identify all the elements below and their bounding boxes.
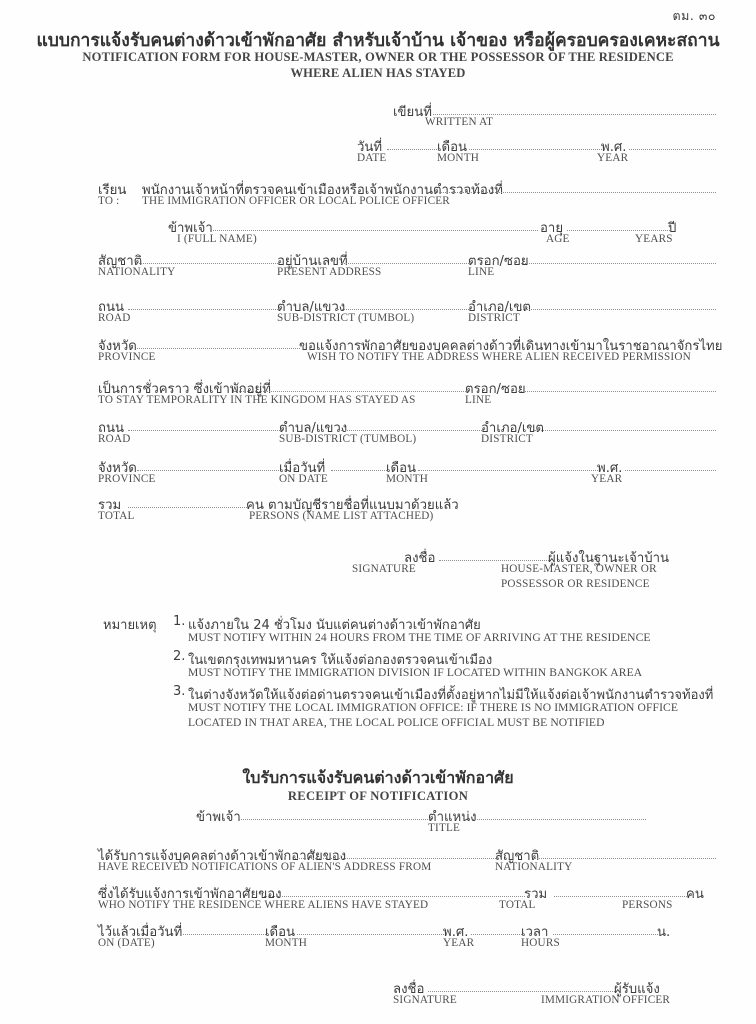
- signature-role-english-line2: POSSESSOR OR RESIDENCE: [501, 578, 650, 590]
- form-title-english-line1: NOTIFICATION FORM FOR HOUSE-MASTER, OWNER OR THE POSSESSOR OF THE RESIDENCE: [82, 50, 674, 64]
- receipt-year-label-english: YEAR: [443, 937, 475, 949]
- form-number: ตม. ๓๐: [672, 8, 716, 23]
- receipt-persons-label-english: PERSONS: [622, 899, 673, 911]
- receipt-received-thai: ได้รับการแจ้งบุคคลต่างด้าวเข้าพักอาศัยของ: [98, 849, 347, 864]
- present-address-label-thai: อยู่บ้านเลขที่: [277, 254, 348, 269]
- receipt-title-field[interactable]: [473, 819, 646, 820]
- to-officer-thai: พนักงานเจ้าหน้าที่ตรวจคนเข้าเมืองหรือเจ้าพนักงานตำรวจท้องที่: [142, 183, 503, 198]
- stay-line-field[interactable]: [518, 391, 716, 392]
- receipt-year-field[interactable]: [471, 934, 522, 935]
- receipt-total-field[interactable]: [554, 896, 687, 897]
- receipt-year-label-thai: พ.ศ.: [443, 925, 469, 940]
- year-label-thai: พ.ศ.: [601, 140, 627, 155]
- receipt-month-field[interactable]: [297, 934, 444, 935]
- stay-road-field[interactable]: [128, 430, 280, 431]
- remark-text-thai-1: แจ้งภายใน 24 ชั่วโมง นับแต่คนต่างด้าวเข้าพักอาศัย: [188, 618, 481, 633]
- form-title-thai: แบบการแจ้งรับคนต่างด้าวเข้าพักอาศัย สำหรับเจ้าบ้าน เจ้าของ หรือผู้ครอบครองเคหะสถาน: [36, 31, 720, 51]
- to-officer-english: THE IMMIGRATION OFFICER OR LOCAL POLICE OFFICER: [142, 195, 450, 207]
- receipt-received-field[interactable]: [295, 858, 496, 859]
- nationality-field[interactable]: [137, 263, 278, 264]
- written-at-field[interactable]: [433, 114, 716, 115]
- stay-line-label-thai: ตรอก/ซอย: [465, 382, 526, 397]
- receipt-officer-label-thai: ผู้รับแจ้ง: [614, 982, 660, 997]
- years-label-thai: ปี: [668, 221, 677, 236]
- receipt-hours-field[interactable]: [553, 934, 658, 935]
- month-field[interactable]: [469, 149, 602, 150]
- receipt-whonotify-field[interactable]: [262, 896, 525, 897]
- subdistrict-label-thai: ตำบล/แขวง: [277, 300, 346, 315]
- remark-text-english-1: MUST NOTIFY WITHIN 24 HOURS FROM THE TIME OF ARRIVING AT THE RESIDENCE: [188, 631, 651, 644]
- line-field[interactable]: [521, 263, 716, 264]
- district-label-english: DISTRICT: [468, 312, 520, 324]
- date-field[interactable]: [387, 149, 437, 150]
- remark-text-thai-3: ในต่างจังหวัดให้แจ้งต่อด่านตรวจคนเข้าเมืองที่ตั้งอยู่หากไม่มีให้แจ้งต่อเจ้าพนักงานตำรวจท้องที่: [188, 688, 714, 703]
- district-field[interactable]: [521, 309, 716, 310]
- stay-district-label-thai: อำเภอ/เขต: [481, 421, 544, 436]
- receipt-ondate-label-english: ON (DATE): [98, 937, 155, 949]
- receipt-title-field-thai: ตำแหน่ง: [428, 810, 477, 825]
- receipt-title-thai: ใบรับการแจ้งรับคนต่างด้าวเข้าพักอาศัย: [242, 768, 514, 787]
- signature-label-english: SIGNATURE: [352, 563, 416, 575]
- receipt-whonotify-english: WHO NOTIFY THE RESIDENCE WHERE ALIENS HAVE STAYED: [98, 899, 429, 911]
- years-label-english: YEARS: [635, 233, 673, 245]
- age-field[interactable]: [567, 230, 670, 231]
- ondate-label-english: ON DATE: [279, 473, 328, 485]
- stay-province-field[interactable]: [137, 470, 279, 471]
- date-label-english: DATE: [357, 152, 387, 164]
- stay-month-label-thai: เดือน: [386, 461, 417, 476]
- receipt-i-label-thai: ข้าพเจ้า: [196, 810, 241, 825]
- subdistrict-field[interactable]: [337, 309, 469, 310]
- province-label-english: PROVINCE: [98, 351, 156, 363]
- stay-district-label-english: DISTRICT: [481, 433, 533, 445]
- wish-notify-thai: ขอแจ้งการพักอาศัยของบุคคลต่างด้าวที่เดินทางเข้ามาในราชอาณาจักรไทย: [299, 339, 723, 354]
- stay-year-label-english: YEAR: [591, 473, 623, 485]
- to-officer-field[interactable]: [437, 192, 716, 193]
- remark-text-english-3a: MUST NOTIFY THE LOCAL IMMIGRATION OFFICE: IF THERE IS NO IMMIGRATION OFFICE: [188, 701, 679, 714]
- written-at-label-english: WRITTEN AT: [425, 116, 494, 128]
- signature-role-english-line1: HOUSE-MASTER, OWNER OR: [501, 563, 657, 575]
- nationality-label-english: NATIONALITY: [98, 266, 176, 278]
- receipt-title-english: RECEIPT OF NOTIFICATION: [287, 789, 469, 803]
- stay-month-label-english: MONTH: [386, 473, 429, 485]
- to-label-thai: เรียน: [98, 183, 127, 198]
- stay-year-field[interactable]: [625, 470, 716, 471]
- receipt-nationality-field[interactable]: [534, 858, 716, 859]
- year-field[interactable]: [629, 149, 716, 150]
- signature-role-thai: ผู้แจ้งในฐานะเจ้าบ้าน: [548, 551, 670, 566]
- present-address-field[interactable]: [341, 263, 469, 264]
- stay-district-field[interactable]: [534, 430, 716, 431]
- road-label-english: ROAD: [98, 312, 131, 324]
- receipt-month-label-english: MONTH: [265, 937, 308, 949]
- stay-year-label-thai: พ.ศ.: [597, 461, 623, 476]
- signature-field[interactable]: [439, 560, 549, 561]
- road-field[interactable]: [128, 309, 278, 310]
- subdistrict-label-english: SUB-DISTRICT (TUMBOL): [277, 312, 415, 324]
- receipt-persons-label-thai: คน: [686, 887, 704, 902]
- temporality-label-english: TO STAY TEMPORALITY IN THE KINGDOM HAS STAYED AS: [98, 394, 416, 406]
- remarks-label: หมายเหตุ: [103, 618, 157, 633]
- persons-label-thai: คน ตามบัญชีรายชื่อที่แนบมาด้วยแล้ว: [246, 498, 459, 513]
- month-label-english: MONTH: [437, 152, 480, 164]
- fullname-label-english: I (FULL NAME): [177, 233, 257, 245]
- temporality-label-thai: เป็นการชั่วคราว ซึ่งเข้าพักอยู่ที่: [98, 382, 271, 397]
- fullname-label-thai: ข้าพเจ้า: [168, 221, 213, 236]
- stay-province-label-english: PROVINCE: [98, 473, 156, 485]
- receipt-officer-label-english: IMMIGRATION OFFICER: [541, 994, 671, 1006]
- receipt-total-label-english: TOTAL: [499, 899, 536, 911]
- written-at-label-thai: เขียนที่: [393, 105, 432, 120]
- form-title-english-line2: WHERE ALIEN HAS STAYED: [290, 66, 466, 80]
- remark-number-3: 3.: [173, 684, 186, 699]
- remark-text-english-3b: LOCATED IN THAT AREA, THE LOCAL POLICE OFFICIAL MUST BE NOTIFIED: [188, 716, 605, 729]
- receipt-hours-unit-thai: น.: [657, 925, 671, 940]
- receipt-signature-field[interactable]: [428, 991, 615, 992]
- receipt-hours-label-thai: เวลา: [521, 925, 549, 940]
- receipt-title-field-english: TITLE: [428, 822, 461, 834]
- ondate-field[interactable]: [331, 470, 387, 471]
- receipt-month-label-thai: เดือน: [265, 925, 296, 940]
- stay-subdistrict-label-english: SUB-DISTRICT (TUMBOL): [279, 433, 417, 445]
- wish-notify-english: WISH TO NOTIFY THE ADDRESS WHERE ALIEN RECEIVED PERMISSION: [307, 351, 691, 363]
- remark-number-1: 1.: [173, 614, 186, 629]
- remark-text-english-2: MUST NOTIFY THE IMMIGRATION DIVISION IF LOCATED WITHIN BANGKOK AREA: [188, 666, 643, 679]
- total-label-thai: รวม: [98, 498, 122, 513]
- province-field[interactable]: [137, 348, 300, 349]
- age-label-english: AGE: [546, 233, 570, 245]
- province-label-thai: จังหวัด: [98, 339, 137, 354]
- total-label-english: TOTAL: [98, 510, 135, 522]
- receipt-signature-label-thai: ลงชื่อ: [393, 982, 425, 997]
- age-label-thai: อายุ: [540, 221, 564, 236]
- receipt-ondate-field[interactable]: [183, 934, 266, 935]
- receipt-signature-label-english: SIGNATURE: [393, 994, 457, 1006]
- temporality-field[interactable]: [234, 391, 466, 392]
- receipt-hours-label-english: HOURS: [521, 937, 560, 949]
- district-label-thai: อำเภอ/เขต: [468, 300, 531, 315]
- nationality-label-thai: สัญชาติ: [98, 254, 143, 269]
- stay-road-label-thai: ถนน: [98, 421, 125, 436]
- stay-province-label-thai: จังหวัด: [98, 461, 137, 476]
- receipt-whonotify-thai: ซึ่งได้รับแจ้งการเข้าพักอาศัยของ: [98, 887, 282, 902]
- line-label-thai: ตรอก/ซอย: [468, 254, 529, 269]
- year-label-english: YEAR: [597, 152, 629, 164]
- remark-text-thai-2: ในเขตกรุงเทพมหานคร ให้แจ้งต่อกองตรวจคนเข้าเมือง: [188, 653, 493, 668]
- receipt-total-label-thai: รวม: [524, 887, 548, 902]
- total-persons-field[interactable]: [128, 507, 247, 508]
- receipt-i-field[interactable]: [238, 819, 430, 820]
- line-label-english: LINE: [468, 266, 495, 278]
- receipt-nationality-english: NATIONALITY: [495, 861, 573, 873]
- date-label-thai: วันที่: [357, 140, 383, 155]
- stay-subdistrict-field[interactable]: [339, 430, 482, 431]
- remark-number-2: 2.: [173, 649, 186, 664]
- stay-road-label-english: ROAD: [98, 433, 131, 445]
- receipt-ondate-label-thai: ไว้แล้วเมื่อวันที่: [98, 925, 183, 940]
- fullname-field[interactable]: [210, 230, 538, 231]
- receipt-nationality-thai: สัญชาติ: [495, 849, 540, 864]
- present-address-label-english: PRESENT ADDRESS: [277, 266, 382, 278]
- stay-line-label-english: LINE: [465, 394, 492, 406]
- ondate-label-thai: เมื่อวันที่: [279, 461, 326, 476]
- to-label-english: TO :: [98, 195, 120, 207]
- month-label-thai: เดือน: [437, 140, 468, 155]
- signature-label-thai: ลงชื่อ: [404, 551, 436, 566]
- receipt-received-english: HAVE RECEIVED NOTIFICATIONS OF ALIEN'S ADDRESS FROM: [98, 861, 432, 873]
- persons-label-english: PERSONS (NAME LIST ATTACHED): [249, 510, 434, 522]
- stay-subdistrict-label-thai: ตำบล/แขวง: [279, 421, 348, 436]
- stay-month-field[interactable]: [418, 470, 598, 471]
- road-label-thai: ถนน: [98, 300, 125, 315]
